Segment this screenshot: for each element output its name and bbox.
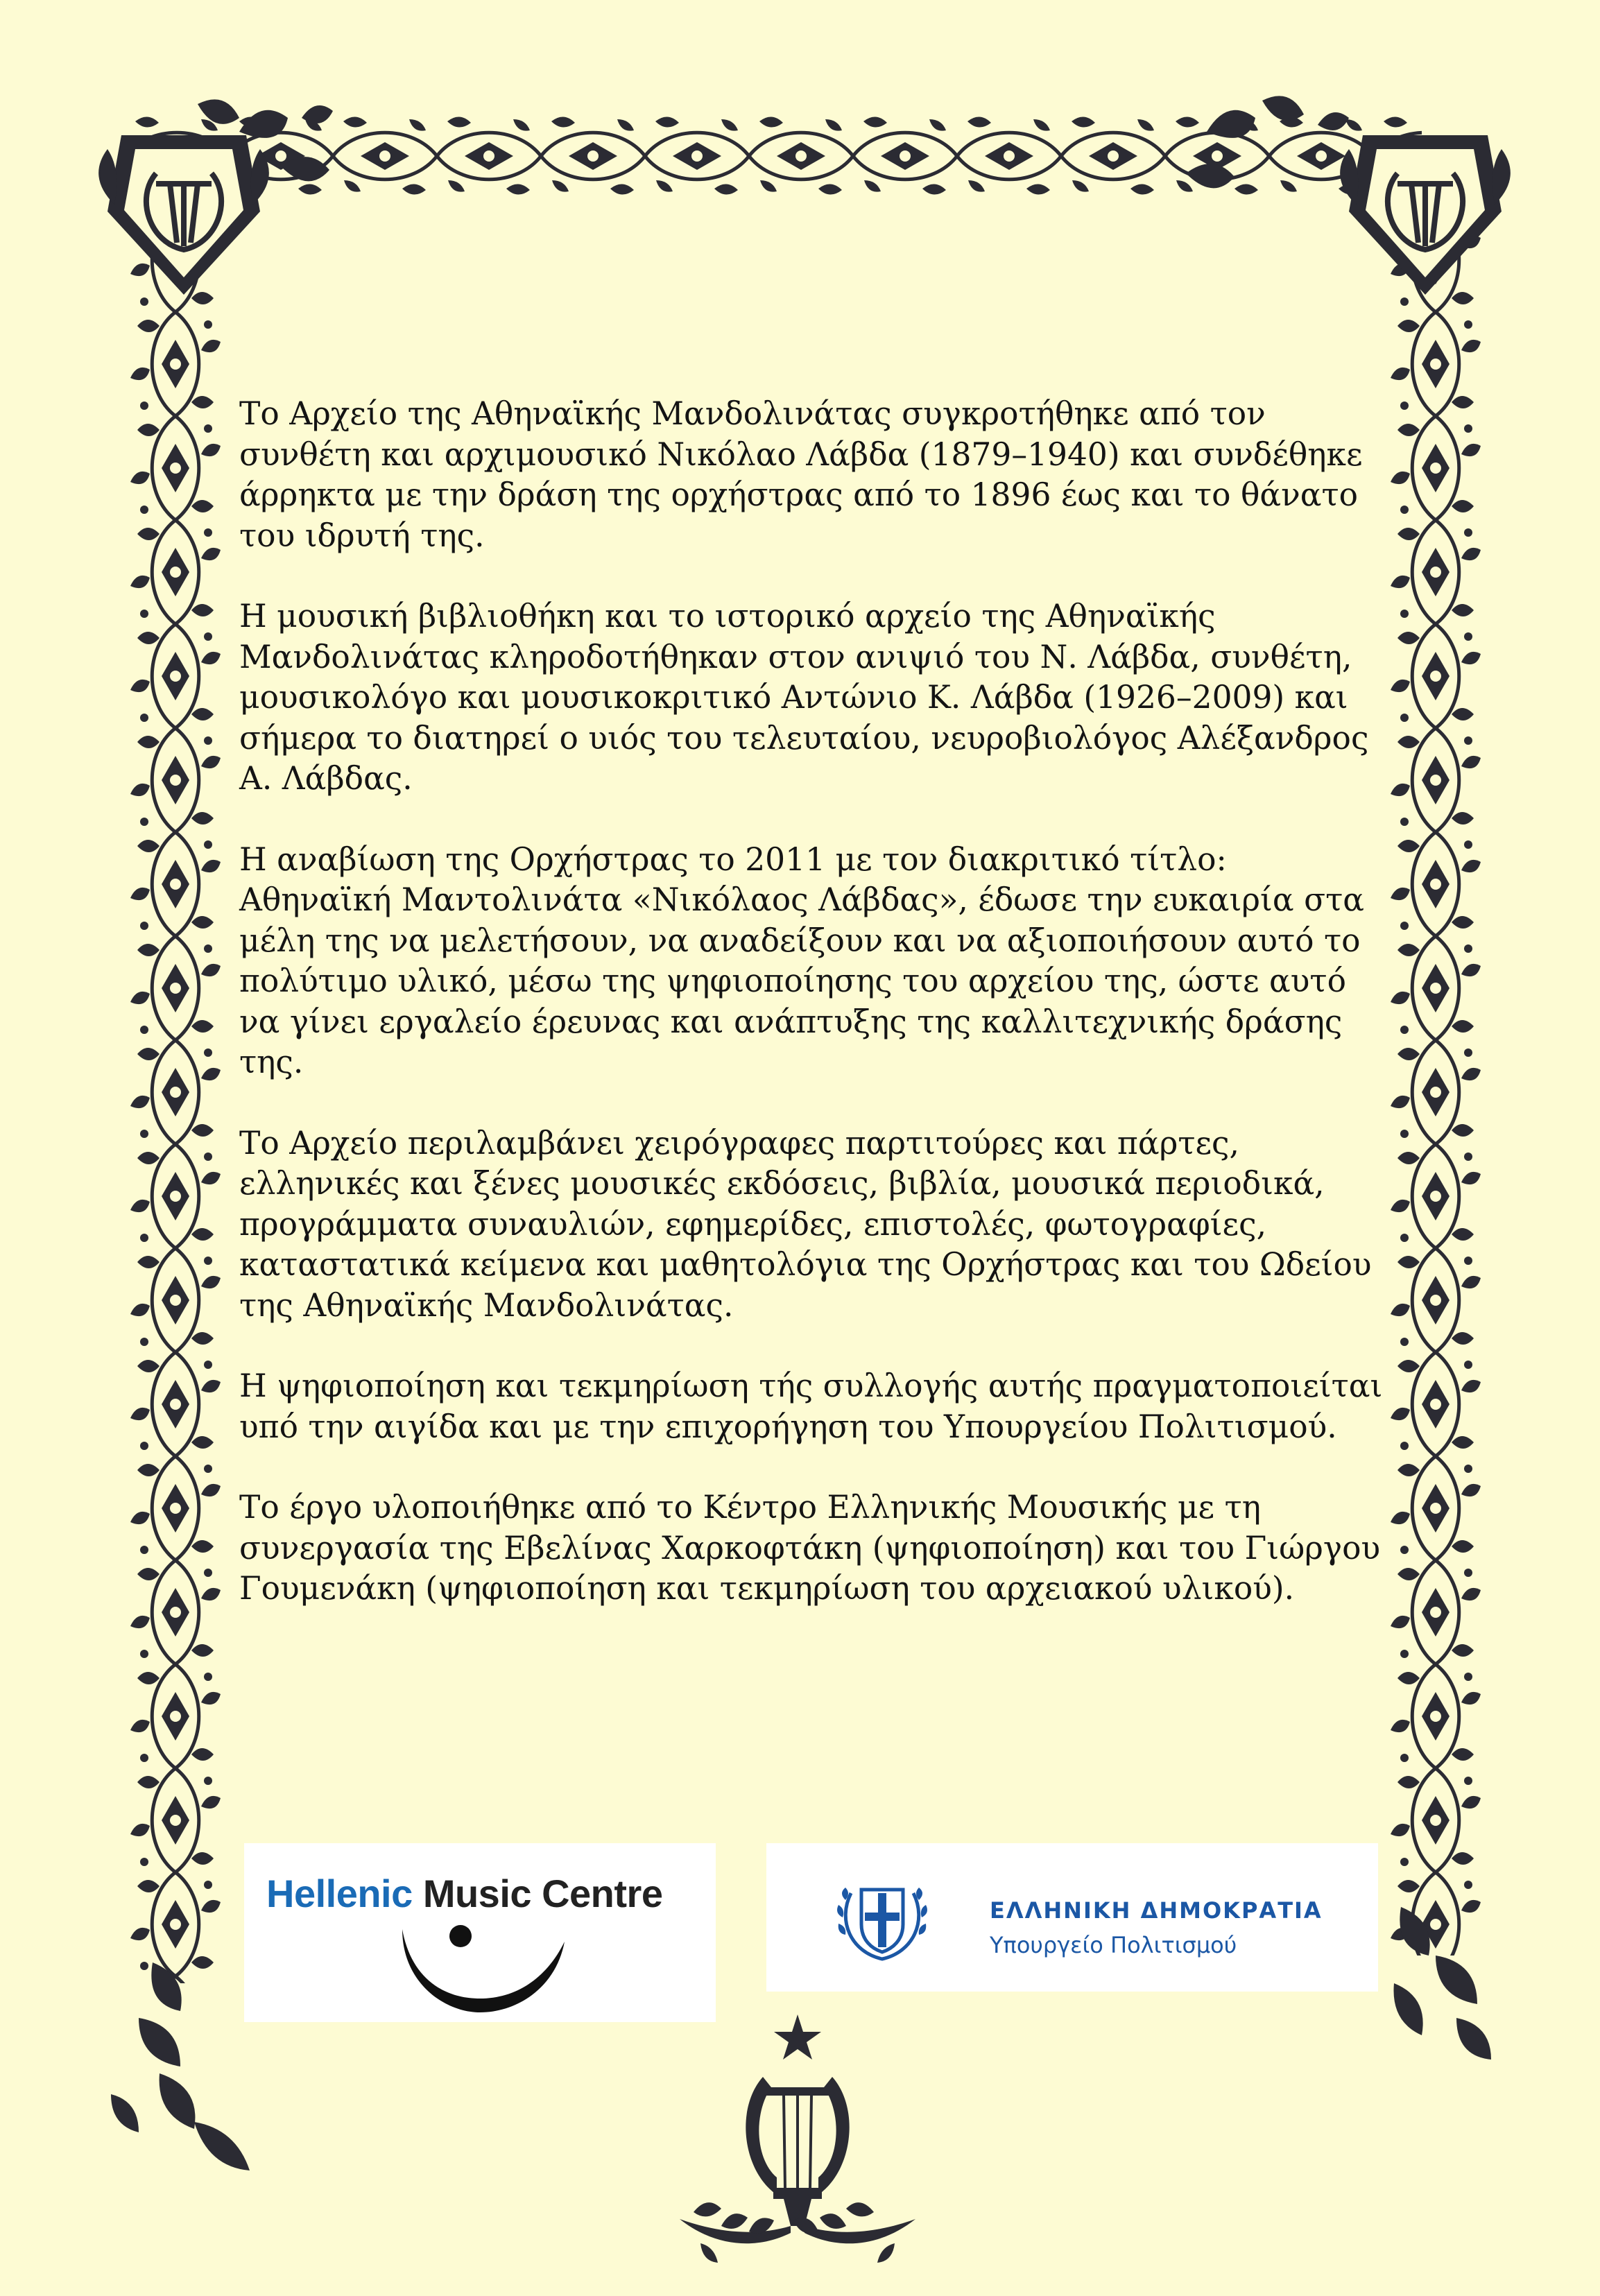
hmc-logo-word-music-centre: Music Centre [422,1872,663,1915]
archive-description [239,394,1384,1650]
ornamental-border-right [1384,208,1488,1956]
paragraph: Το έργο υλοποιήθηκε από το Κέντρο Ελληνικής Μουσικής με τη συνεργασία της Εβελίνας Χαρκοφτάκη (ψηφιοποίηση) και του Γιώργου Γουμενάκη (ψηφιοποίηση και τεκμηρίωση του αρχειακού υλικού). [239,1489,1381,1607]
lyre-icon [652,2011,943,2288]
greek-coat-of-arms-icon [830,1865,934,1969]
paragraph: Το Αρχείο περιλαμβάνει χειρόγραφες παρτιτούρες και πάρτες, ελληνικές και ξένες μουσικές εκδόσεις, βιβλία, μουσικά περιοδικά, προγράμματα συναυλιών, εφημερίδες, επιστολές, φωτογραφίες, καταστατικά κείμενα και μαθητολόγια της Ορχήστρας και του Ωδείου της Αθηναϊκής Μανδολινάτας. [239,1124,1372,1324]
lyre-icon [1321,107,1529,316]
paragraph: Η ψηφιοποίηση και τεκμηρίωση τής συλλογής αυτής πραγματοποιείται υπό την αιγίδα και με την επιχορήγηση του Υπουργείου Πολιτισμού. [239,1367,1383,1445]
paragraph: Το Αρχείο της Αθηναϊκής Μανδολινάτας συγκροτήθηκε από τον συνθέτη και αρχιμουσικό Νικόλαο Λάβδα (1879–1940) και συνδέθηκε άρρηκτα με την δράση της ορχήστρας από το 1896 έως και το θάνατο του ιδρυτή της. [239,395,1363,554]
hellenic-music-centre-logo [244,1843,716,2022]
hellenic-republic-ministry-logo [766,1843,1378,1992]
leaf-icon [1359,1900,1519,2080]
hmc-logo-word-hellenic: Hellenic [266,1872,413,1915]
gov-logo-subtitle: Υπουργείο Πολιτισμού [990,1932,1237,1958]
hmc-symbol-icon [383,1921,570,2018]
ornamental-border-left [123,208,227,1983]
paragraph: Η μουσική βιβλιοθήκη και το ιστορικό αρχείο της Αθηναϊκής Μανδολινάτας κληροδοτήθηκαν στον ανιψιό του Ν. Λάβδα, συνθέτη, μουσικολόγο και μουσικοκριτικό Αντώνιο Κ. Λάβδα (1926–2009) και σήμερα το διατηρεί ο υιός του τελευταίου, νευροβιολόγος Αλέξανδρος Α. Λάβδας. [239,598,1369,797]
paragraph: Η αναβίωση της Ορχήστρας το 2011 με τον διακριτικό τίτλο: Αθηναϊκή Μαντολινάτα «Νικόλαος Λάβδας», έδωσε την ευκαιρία στα μέλη της να μελετήσουν, να αναδείξουν και να αξιοποιήσουν αυτό το πολύτιμο υλικό, μέσω της ψηφιοποίησης του αρχείου της, ώστε αυτό να γίνει εργαλείο έρευνας και ανάπτυξης της καλλιτεχνικής δράσης της. [239,840,1365,1080]
hmc-logo-text [266,1871,662,1916]
lyre-icon [80,107,288,316]
gov-logo-title: ΕΛΛΗΝΙΚΗ ΔΗΜΟΚΡΑΤΙΑ [990,1897,1323,1924]
